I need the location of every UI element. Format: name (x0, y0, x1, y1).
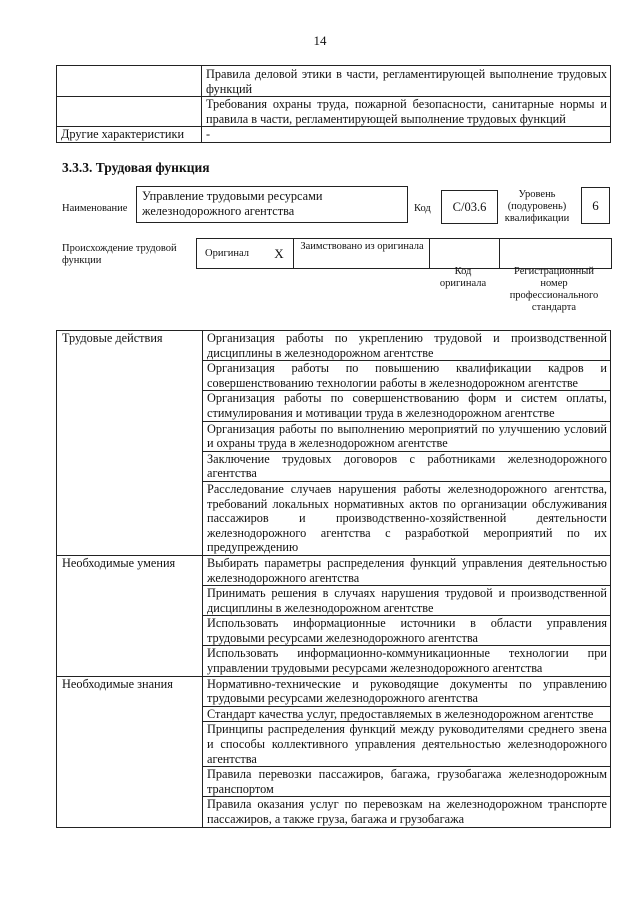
origin-box (196, 238, 612, 269)
divider (293, 239, 294, 268)
section-heading: 3.3.3. Трудовая функция (62, 160, 210, 175)
list-item: Принимать решения в случаях нарушения трудовой и производственной дисциплины в железнодорожном агентстве (203, 586, 611, 616)
original-label: Оригинал (205, 248, 249, 259)
list-item: Использовать информационные источники в области управления трудовыми ресурсами железнодорожного агентства (203, 616, 611, 646)
list-item: Нормативно-технические и руководящие документы по управлению трудовыми ресурсами железнодорожного агентства (203, 676, 611, 706)
list-item: Организация работы по укреплению трудовой и производственной дисциплины в железнодорожном агентстве (203, 331, 611, 361)
labor-function-table (56, 330, 611, 828)
list-item: Стандарт качества услуг, предоставляемых в железнодорожном агентстве (203, 706, 611, 722)
group-label-knowledge: Необходимые знания (57, 676, 203, 827)
list-item: Правила перевозки пассажиров, багажа, грузобагажа железнодорожным транспортом (203, 767, 611, 797)
list-item: Правила деловой этики в части, регламентирующей выполнение трудовых функций (206, 67, 607, 96)
code-value: С/03.6 (441, 190, 498, 224)
row-label (57, 66, 202, 97)
list-item: - (202, 127, 611, 143)
list-item: Организация работы по повышению квалификации кадров и совершенствованию технологии работы в железнодорожном агентстве (203, 361, 611, 391)
divider (429, 239, 430, 268)
row-label (57, 97, 202, 127)
group-label-skills: Необходимые умения (57, 555, 203, 676)
list-item: Требования охраны труда, пожарной безопасности, санитарные нормы и правила в части, регламентирующей выполнение трудовых функций (202, 97, 611, 127)
list-item: Правила оказания услуг по перевозкам на железнодорожном транспорте пассажиров, а также груза, багажа и грузобагажа (203, 797, 611, 827)
divider (499, 239, 500, 268)
list-item: Заключение трудовых договоров с работниками железнодорожного агентства (203, 451, 611, 481)
code-label: Код (414, 203, 431, 214)
original-mark: X (274, 245, 284, 261)
table-cell (202, 66, 611, 97)
list-item: Принципы распределения функций между руководителями среднего звена и способы коллективного управления деятельностью железнодорожного агентства (203, 722, 611, 767)
table-row (57, 127, 611, 143)
code-original-label: Код оригинала (439, 266, 487, 289)
row-label: Другие характеристики (57, 127, 202, 143)
top-characteristics-table (56, 65, 611, 143)
list-item: Использовать информационно-коммуникационные технологии при управлении трудовыми ресурсами железнодорожного агентства (203, 646, 611, 676)
reg-number-label: Регистрационный номер профессионального стандарта (509, 266, 599, 313)
table-row (57, 66, 611, 97)
list-item: Выбирать параметры распределения функций управления деятельностью железнодорожного агентства (203, 555, 611, 585)
page-number: 14 (313, 33, 327, 48)
origin-label: Происхождение трудовой функции (62, 243, 177, 266)
qualification-level-label: Уровень (подуровень) квалификации (504, 189, 570, 224)
function-name-value: Управление трудовыми ресурсами железнодорожного агентства (136, 186, 408, 223)
list-item: Организация работы по совершенствованию форм и систем оплаты, стимулирования и мотивации труда в железнодорожном агентстве (203, 391, 611, 421)
qualification-level-value: 6 (581, 187, 610, 224)
table-row (57, 97, 611, 127)
borrowed-label: Заимствовано из оригинала (300, 241, 424, 252)
group-label-actions: Трудовые действия (57, 331, 203, 556)
name-label: Наименование (62, 203, 128, 214)
list-item: Расследование случаев нарушения работы железнодорожного агентства, требований локальных нормативных актов по организации обслуживания пассажиров и производственно-хозяйственной деятельности железнодорожного агентства с разработкой мероприятий по их предупреждению (203, 481, 611, 555)
list-item: Организация работы по выполнению мероприятий по улучшению условий и охраны труда в железнодорожном агентстве (203, 421, 611, 451)
